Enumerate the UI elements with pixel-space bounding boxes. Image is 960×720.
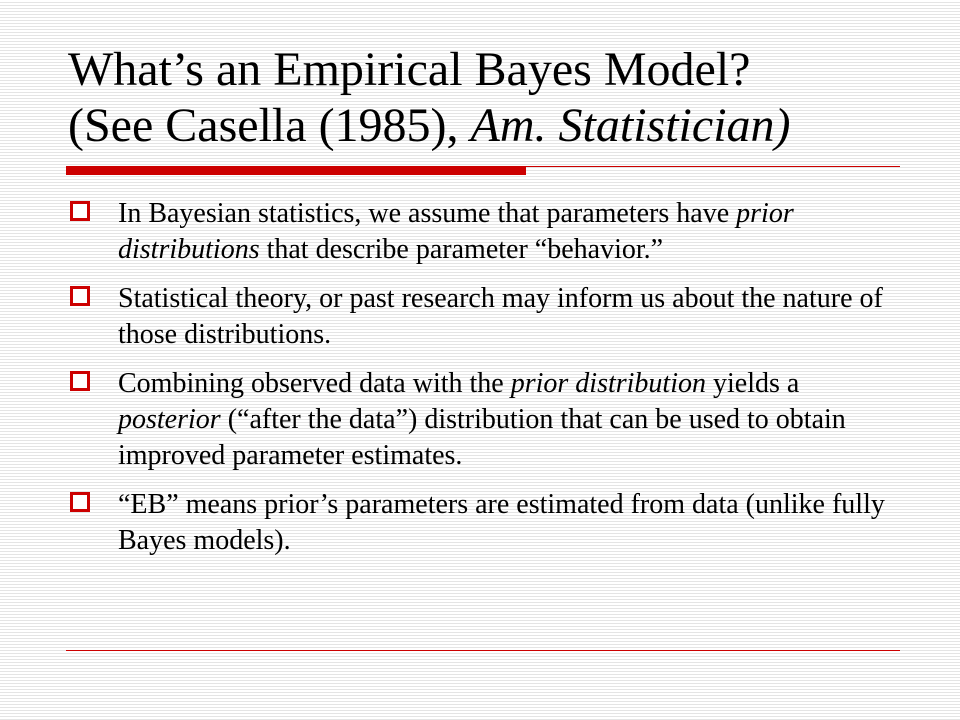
bullet-text: [118, 366, 906, 474]
hollow-square-icon: [70, 286, 90, 306]
title-line-2-plain: (See Casella (1985),: [68, 99, 471, 152]
bullet-text: [118, 196, 906, 268]
title-underline-thin: [526, 166, 900, 167]
bullet-item: [66, 366, 906, 474]
title-line-2: [68, 98, 928, 154]
bullet-segment-italic: prior distribution: [510, 368, 706, 399]
bullet-segment: “EB” means prior’s parameters are estimated from data (unlike fully Bayes models).: [118, 489, 885, 556]
bullet-segment-italic: prior distributions: [118, 198, 794, 265]
bullet-segment: (“after the data”) distribution that can be used to obtain improved parameter estimates.: [118, 404, 846, 471]
bullet-segment-italic: posterior: [118, 404, 221, 435]
footer-rule: [66, 650, 900, 651]
hollow-square-icon: [70, 371, 90, 391]
bullet-segment: In Bayesian statistics, we assume that parameters have: [118, 198, 737, 229]
title-line-1: What’s an Empirical Bayes Model?: [68, 43, 751, 96]
hollow-square-icon: [70, 492, 90, 512]
bullet-segment: Combining observed data with the: [118, 368, 511, 399]
slide-title: [68, 42, 928, 154]
title-underline-accent: [66, 166, 526, 175]
bullet-text: [118, 487, 906, 559]
bullet-text: [118, 281, 906, 353]
hollow-square-icon: [70, 201, 90, 221]
bullet-segment: yields a: [705, 368, 800, 399]
bullet-item: [66, 281, 906, 353]
bullet-item: [66, 196, 906, 268]
bullet-list: [66, 196, 906, 572]
bullet-segment: Statistical theory, or past research may inform us about the nature of those distributions.: [118, 283, 883, 350]
title-line-2-italic: Am. Statistician): [470, 99, 791, 152]
bullet-item: [66, 487, 906, 559]
bullet-segment: that describe parameter “behavior.”: [259, 234, 664, 265]
